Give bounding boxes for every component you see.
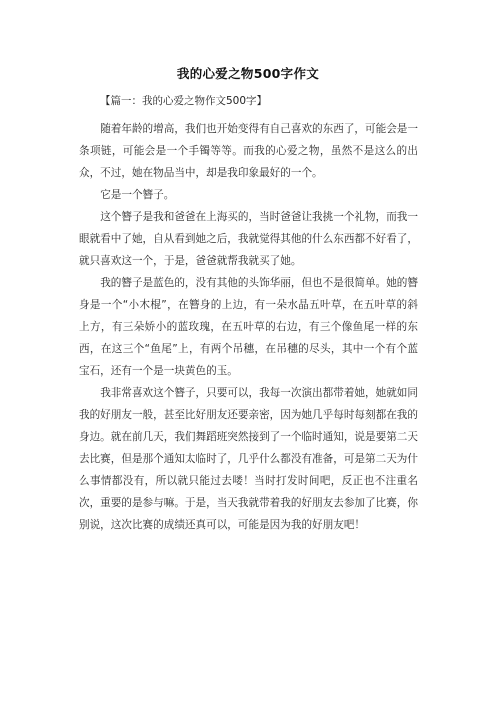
paragraph: 这个簪子是我和爸爸在上海买的，当时爸爸让我挑一个礼物，而我一眼就看中了她，自从看到她之后，我就觉得其他的什么东西都不好看了，就只喜欢这一个，于是，爸爸就帮我就买了她。: [79, 211, 418, 267]
paragraph: 随着年龄的增高，我们也开始变得有自己喜欢的东西了，可能会是一条项链，可能会是一个手镯等等。而我的心爱之物，虽然不是这么的出众，不过，她在物品当中，却是我印象最好的一个。: [79, 123, 418, 179]
article-body: [79, 118, 418, 536]
section-heading: 【篇一：我的心爱之物作文500字】: [100, 95, 268, 107]
paragraph: 我非常喜欢这个簪子，只要可以，我每一次演出都带着她，她就如同我的好朋友一般，甚至比好朋友还要亲密，因为她几乎每时每刻都在我的身边。就在前几天，我们舞蹈班突然接到了一个临时通知，说是要第二天去比赛，但是那个通知太临时了，几乎什么都没有准备，可是第二天为什么事情都没有，所以就只能过去喽！当时打发时间吧，反正也不注重名次，重要的是参与嘛。于是，当天我就带着我的好朋友去参加了比赛，你别说，这次比赛的成绩还真可以，可能是因为我的好朋友吧！: [79, 387, 418, 531]
document-title: 我的心爱之物500字作文: [176, 66, 320, 81]
paragraph: 我的簪子是蓝色的，没有其他的头饰华丽，但也不是很简单。她的簪身是一个“小木棍”，在簪身的上边，有一朵水晶五叶草，在五叶草的斜上方，有三朵娇小的蓝玫瑰，在五叶草的右边，有三个像鱼尾一样的东西，在这三个“鱼尾”上，有两个吊穗，在吊穗的尽头，其中一个有个蓝宝石，还有一个是一块黄色的玉。: [79, 277, 418, 377]
paragraph: 它是一个簪子。: [100, 189, 175, 201]
